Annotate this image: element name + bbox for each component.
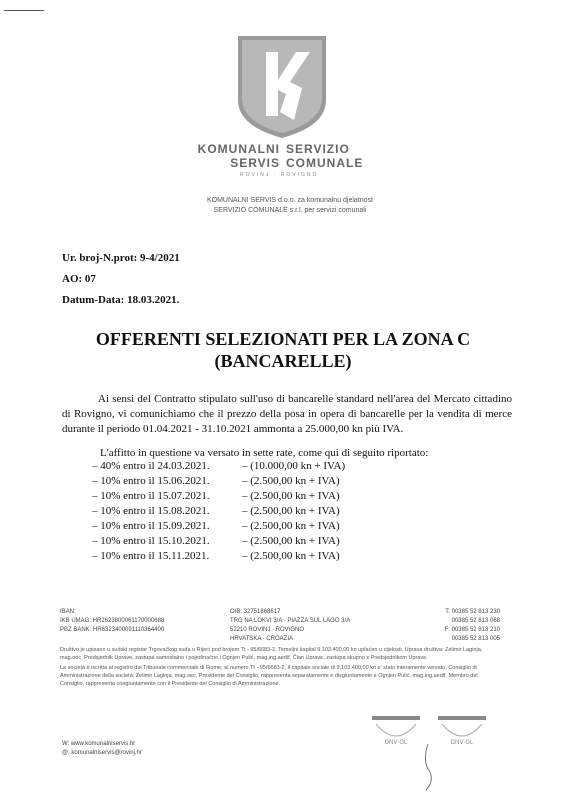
email-link[interactable]: @: komunalniservis@rovinj.hr bbox=[62, 750, 142, 756]
body-paragraph: Ai sensi del Contratto stipulato sull'uso di bancarelle standard nell'area del Mercato cittadino di Rovigno, vi comunichiamo che il prezzo della posa in opera di bancarelle per la vendita di merce durante il periodo 01.04.2021 - 31.10.2021 ammonta a 25.000,00 kn più IVA. bbox=[62, 393, 512, 435]
rate-row bbox=[92, 519, 345, 534]
entity-line-2: SERVIZIO COMUNALE s.r.l. per servizi comunali bbox=[213, 207, 367, 214]
brand-line1-right: SERVIZIO bbox=[286, 142, 350, 156]
address-line-1: TRG NA LOKVI 3/A · PIAZZA SUL LAGO 3/A bbox=[230, 618, 351, 624]
rate-label: – 40% entro il 24.03.2021. bbox=[92, 460, 210, 472]
brand-subtitle: ROVINJ · ROVIGNO bbox=[240, 172, 319, 178]
rate-row bbox=[92, 504, 345, 519]
signature-mark bbox=[418, 742, 440, 792]
rate-value: – (2.500,00 kn + IVA) bbox=[242, 505, 340, 517]
legal-italian: La società è iscritta al registro del Tribunale commerciale di Fiume, al numero Tt - 95/6683-2, il capitale sociale di 9.103.400,00 kn e' stato interamente versato, Consiglio di Amministrazione della società: Zelimir Laginja, mag.oec, Presidente del Consiglio, rappresenta separatamente e disgiuntamente e Ognjen Pulić, mag.ing.aedif, Membro del Consiglio, rappresenta congiuntamente con il Presidente del Consiglio di Amministrazione. bbox=[60, 665, 478, 687]
rate-value: – (2.500,00 kn + IVA) bbox=[242, 490, 340, 502]
reference-number: Ur. broj-N.prot: 9-4/2021 bbox=[62, 252, 180, 264]
iban-pbz: PBZ BANK: HR6323400091110364400 bbox=[60, 627, 165, 633]
cert-label: DNV·GL bbox=[384, 740, 408, 746]
oib-number: OIB: 32751868617 bbox=[230, 609, 281, 615]
brand-line2-left: SERVIS bbox=[230, 156, 280, 170]
rates-list bbox=[92, 459, 345, 564]
company-logo bbox=[232, 30, 332, 140]
rate-label: – 10% entro il 15.11.2021. bbox=[92, 550, 210, 562]
rate-value: – (10.000,00 kn + IVA) bbox=[242, 460, 346, 472]
rate-value: – (2.500,00 kn + IVA) bbox=[242, 535, 340, 547]
dnv-certification-badge bbox=[436, 714, 488, 750]
ao-number: AO: 07 bbox=[62, 273, 96, 285]
rate-row bbox=[92, 549, 345, 564]
fax-number: F: 00385 52 813 210 bbox=[444, 627, 500, 633]
rate-row bbox=[92, 459, 345, 474]
iban-ikb: IKB UMAG: HR2623800061170000688 bbox=[60, 618, 165, 624]
brand-wordmark bbox=[180, 142, 400, 178]
dnv-badge-icon bbox=[370, 714, 422, 750]
brand-line2-right: COMUNALE bbox=[286, 156, 364, 170]
rates-intro: L'affitto in questione va versato in sette rate, come qui di seguito riportato: bbox=[100, 447, 429, 459]
rate-row bbox=[92, 489, 345, 504]
rate-label: – 10% entro il 15.08.2021. bbox=[92, 505, 210, 517]
address-info bbox=[230, 608, 370, 644]
address-line-3: HRVATSKA · CROAZIA bbox=[230, 636, 294, 642]
rate-row bbox=[92, 474, 345, 489]
cert-label: DNV·GL bbox=[450, 740, 474, 746]
phone-number-3: 00385 52 813 005 bbox=[451, 636, 500, 642]
brand-line1-left: KOMUNALNI bbox=[197, 142, 280, 156]
phone-info bbox=[370, 608, 500, 644]
shield-k-icon bbox=[232, 30, 332, 140]
document-title bbox=[40, 328, 526, 372]
rate-label: – 10% entro il 15.09.2021. bbox=[92, 520, 210, 532]
rate-label: – 10% entro il 15.10.2021. bbox=[92, 535, 210, 547]
legal-notice bbox=[60, 646, 502, 690]
bank-info bbox=[60, 608, 230, 644]
legal-croatian: Društvo je upisano u sudski registar Trgovačkog suda u Rijeci pod brojem Tt - 95/6683-2, Temeljni kapital 9.103.400,00 kn uplaćen u cijelosti, Uprava društva: Zelimir Laginja, mag.oec, Predsjednik Uprave, zastupa samostalno i pojedinačno i Ognjen Pulić, mag.ing.aedif, Član Uprave, zastupa skupno s Predsjednikom Uprave. bbox=[60, 647, 483, 661]
entity-line-1: KOMUNALNI SERVIS d.o.o. za komunalnu djelatnost bbox=[206, 197, 373, 204]
iban-label: IBAN: bbox=[60, 609, 76, 615]
rate-value: – (2.500,00 kn + IVA) bbox=[242, 475, 340, 487]
title-line-2: (BANCARELLE) bbox=[214, 351, 352, 371]
title-line-1: OFFERENTI SELEZIONATI PER LA ZONA C bbox=[95, 329, 471, 349]
rate-value: – (2.500,00 kn + IVA) bbox=[242, 520, 340, 532]
rate-row bbox=[92, 534, 345, 549]
scan-mark bbox=[4, 10, 44, 11]
document-date: Datum-Data: 18.03.2021. bbox=[62, 294, 180, 306]
rate-label: – 10% entro il 15.07.2021. bbox=[92, 490, 210, 502]
dnv-badge-icon bbox=[436, 714, 488, 750]
web-contacts bbox=[62, 740, 142, 758]
phone-number-2: 00385 52 813 068 bbox=[451, 618, 500, 624]
rate-label: – 10% entro il 15.06.2021. bbox=[92, 475, 210, 487]
website-link[interactable]: W: www.komunalniservis.hr bbox=[62, 741, 136, 747]
document-meta bbox=[62, 248, 180, 311]
footer-contacts bbox=[60, 608, 500, 644]
phone-number: T: 00385 52 813 230 bbox=[445, 609, 500, 615]
entity-lines bbox=[160, 196, 420, 216]
address-line-2: 52210 ROVINJ · ROVIGNO bbox=[230, 627, 305, 633]
rate-value: – (2.500,00 kn + IVA) bbox=[242, 550, 340, 562]
dnv-certification-badge bbox=[370, 714, 422, 750]
